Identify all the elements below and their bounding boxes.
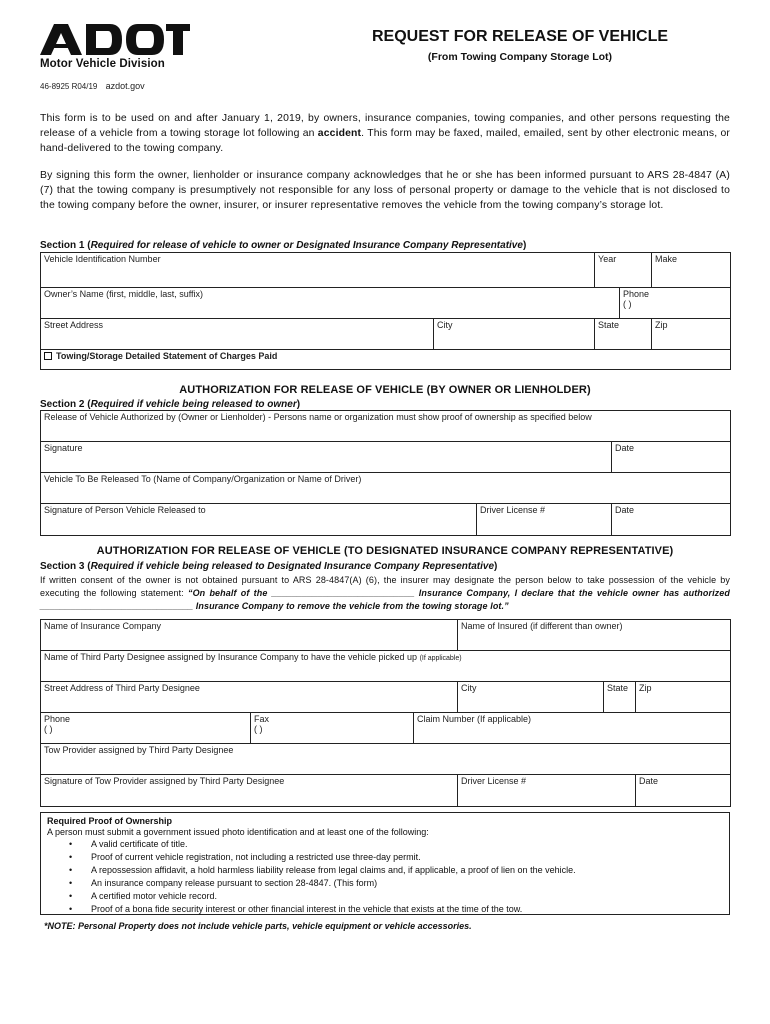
designee-fax-paren: ( ): [254, 724, 263, 734]
form-number-text: 46-8925 R04/19: [40, 82, 98, 91]
designee-fax-field[interactable]: [251, 713, 414, 744]
designee-phone-field[interactable]: [41, 713, 251, 744]
intro-paragraph-2: By signing this form the owner, lienholder or insurance company acknowledges that he or she has been informed pursuant to ARS 28-4847 (A) (7) that the towing company is presumptively not responsible for any loss of personal property or damage to the vehicle that is not disclosed to the towing company before the owner, insurer, or insurer representative removes the vehicle from the towing company’s storage lot.: [40, 170, 730, 212]
s3-text-1: If written consent of the owner is not obtained pursuant to ARS 28-4847(A) (6), the insurer may designate the person below to take possession of the vehicle by executing the following statement:: [40, 575, 730, 598]
third-party-designee-field[interactable]: [41, 651, 731, 682]
proof-of-ownership-box: [40, 812, 730, 915]
section-1-heading: [40, 240, 526, 251]
proof-item: • A certified motor vehicle record.: [69, 890, 723, 903]
if-applicable-label: (If applicable): [419, 655, 462, 662]
s3-head-italic: Required if vehicle being released to Designated Insurance Company Representative: [90, 561, 495, 572]
s2-head-end: ): [296, 399, 301, 410]
website-text: azdot.gov: [105, 81, 145, 91]
adot-logo: [38, 22, 190, 56]
tow-provider-signature-field[interactable]: Signature of Tow Provider assigned by Third Party Designee: [41, 775, 458, 807]
phone-label: Phone: [623, 289, 650, 299]
year-field[interactable]: Year: [595, 253, 652, 288]
vin-field[interactable]: Vehicle Identification Number: [41, 253, 595, 288]
signature-field[interactable]: Signature: [41, 442, 612, 473]
insured-name-field[interactable]: Name of Insured (if different than owner): [458, 620, 731, 651]
proof-item: • Proof of a bona fide security interest or other financial interest in the vehicle that exists at the time of the tow.: [69, 903, 723, 916]
released-person-signature-field[interactable]: Signature of Person Vehicle Released to: [41, 504, 477, 536]
intro-paragraph-1: [40, 111, 730, 157]
owner-phone-field[interactable]: [620, 288, 731, 319]
designee-phone-paren: ( ): [44, 724, 53, 734]
adot-logo-mark: [38, 22, 190, 56]
section-3-table: [40, 619, 731, 807]
charges-paid-checkbox[interactable]: [44, 352, 52, 360]
designee-state-field[interactable]: State: [604, 682, 636, 713]
designee-street-field[interactable]: Street Address of Third Party Designee: [41, 682, 458, 713]
date-2-field[interactable]: Date: [612, 504, 731, 536]
intro-p1-a: This form is to be used on and after January 1, 2019, by owners, insurance companies, towing companies, and other persons requesting the release of a vehicle from a towing storage lot following an: [40, 113, 730, 140]
proof-heading: Required Proof of Ownership: [47, 816, 173, 826]
tow-date-field[interactable]: Date: [636, 775, 731, 807]
claim-number-field[interactable]: Claim Number (If applicable): [414, 713, 731, 744]
zip-field[interactable]: Zip: [652, 319, 731, 350]
owner-name-field[interactable]: Owner’s Name (first, middle, last, suffix): [41, 288, 620, 319]
tow-provider-field[interactable]: Tow Provider assigned by Third Party Designee: [41, 744, 731, 775]
proof-item: • An insurance company release pursuant to section 28-4847. (This form): [69, 877, 723, 890]
date-field[interactable]: Date: [612, 442, 731, 473]
personal-property-note: *NOTE: Personal Property does not include vehicle parts, vehicle equipment or vehicle accessories.: [44, 921, 472, 931]
section-2-center-heading: AUTHORIZATION FOR RELEASE OF VEHICLE (BY OWNER OR LIENHOLDER): [179, 384, 591, 396]
section-3-center-heading: AUTHORIZATION FOR RELEASE OF VEHICLE (TO DESIGNATED INSURANCE COMPANY REPRESENTATIVE): [96, 545, 674, 557]
intro-p1-b: . This form may be faxed, mailed, emailed, sent by other electronic means, or hand-delivered to the towing company.: [40, 128, 730, 155]
s3-head-end: ): [494, 561, 498, 572]
charges-paid-label: Towing/Storage Detailed Statement of Charges Paid: [56, 351, 278, 361]
section-1-table: [40, 252, 731, 370]
proof-item: • A valid certificate of title.: [69, 838, 723, 851]
section-3-heading: [40, 561, 497, 572]
phone-paren: ( ): [623, 299, 632, 309]
section-2-table: [40, 410, 731, 536]
page-subtitle: (From Towing Company Storage Lot): [427, 51, 613, 63]
proof-item: • A repossession affidavit, a hold harmless liability release from legal claims and, if applicable, a proof of lien on the vehicle.: [69, 864, 723, 877]
proof-item: • Proof of current vehicle registration, not including a restricted use three-day permit.: [69, 851, 723, 864]
designee-phone-label: Phone: [44, 714, 71, 724]
third-party-label: Name of Third Party Designee assigned by Insurance Company to have the vehicle picked up: [44, 652, 418, 662]
proof-list: [69, 838, 723, 916]
logo-subtitle: Motor Vehicle Division: [40, 58, 165, 70]
city-field[interactable]: City: [434, 319, 595, 350]
page-title: REQUEST FOR RELEASE OF VEHICLE: [371, 28, 669, 45]
s1-head-italic: Required for release of vehicle to owner or Designated Insurance Company Representative: [90, 240, 523, 251]
s2-head-a: Section 2 (: [40, 399, 91, 410]
s3-text-quote: “On behalf of the ____________________________ Insurance Company, I declare that the vehicle owner has authorized ______________________________ Insurance Company to remove the vehicle from the towing storage lot.”: [40, 588, 730, 611]
designee-city-field[interactable]: City: [458, 682, 604, 713]
proof-intro: A person must submit a government issued photo identification and at least one of the following:: [47, 827, 429, 837]
state-field[interactable]: State: [595, 319, 652, 350]
street-address-field[interactable]: Street Address: [41, 319, 434, 350]
insurance-company-field[interactable]: Name of Insurance Company: [41, 620, 458, 651]
designee-fax-label: Fax: [254, 714, 270, 724]
driver-license-field[interactable]: Driver License #: [477, 504, 612, 536]
section-3-statement: [40, 574, 730, 613]
s1-head-a: Section 1 (: [40, 240, 91, 251]
tow-driver-license-field[interactable]: Driver License #: [458, 775, 636, 807]
s3-head-a: Section 3 (: [40, 561, 91, 572]
s1-head-end: ): [522, 240, 527, 251]
form-number: [40, 81, 145, 91]
intro-p1-bold: accident: [317, 128, 362, 140]
make-field[interactable]: Make: [652, 253, 731, 288]
s2-head-italic: Required if vehicle being released to owner: [90, 399, 297, 410]
section-2-heading: [40, 399, 300, 410]
charges-paid-row: [41, 350, 731, 370]
designee-zip-field[interactable]: Zip: [636, 682, 731, 713]
released-to-field[interactable]: Vehicle To Be Released To (Name of Company/Organization or Name of Driver): [41, 473, 731, 504]
release-authorized-by-field[interactable]: Release of Vehicle Authorized by (Owner or Lienholder) - Persons name or organization must show proof of ownership as specified below: [41, 411, 731, 442]
